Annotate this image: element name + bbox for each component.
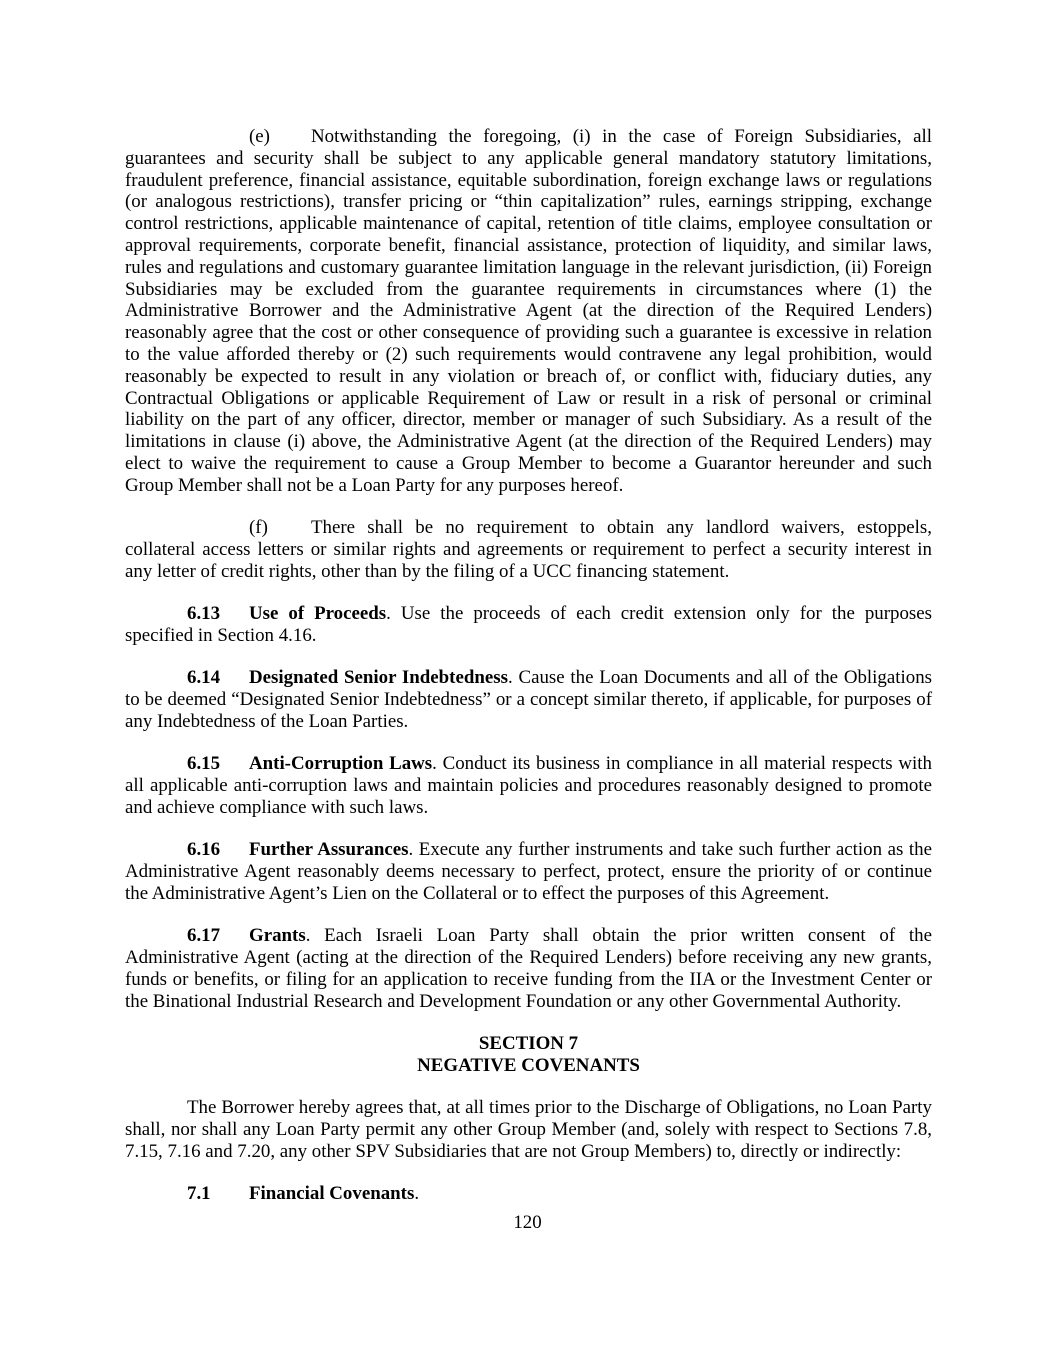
- section-number: 6.17: [187, 925, 221, 947]
- clause-e: [125, 126, 932, 497]
- section-lead: [249, 925, 932, 947]
- section-title: Financial Covenants: [249, 1183, 415, 1205]
- paragraph-line: collateral access letters or similar rights and agreements or requirement to perfect a security interest in: [125, 538, 932, 560]
- section-6-16: [125, 839, 932, 904]
- paragraph-line: rules and regulations and customary guarantee limitation language in the relevant jurisdiction, (ii) Foreign: [125, 256, 932, 278]
- section-heading-line: [125, 839, 932, 861]
- section-number: 6.13: [187, 603, 221, 625]
- clause-label: (e): [249, 126, 270, 147]
- paragraph-line: Administrative Agent (acting at the direction of the Required Lenders) before receiving any new grants,: [125, 947, 932, 969]
- section-number: 6.16: [187, 839, 221, 861]
- paragraph-line: Subsidiaries may be excluded from the guarantee requirements in circumstances where (1) the: [125, 278, 932, 300]
- section-lead: [249, 1183, 932, 1205]
- section-title: Anti-Corruption Laws: [249, 753, 433, 775]
- clause-first-line: [125, 126, 932, 148]
- section-lead-text: .: [414, 1183, 420, 1205]
- paragraph-line: reasonably agree that the cost or other consequence of providing such a guarantee is excessive in relation: [125, 322, 932, 344]
- clause-label: (f): [249, 517, 268, 539]
- paragraph-line: elect to waive the requirement to cause a Group Member to become a Guarantor hereunder and such: [125, 452, 932, 474]
- paragraph-line: control restrictions, applicable maintenance of capital, retention of title claims, employee consultation or: [125, 213, 932, 235]
- section-heading: SECTION 7: [478, 1033, 579, 1055]
- paragraph-line: The Borrower hereby agrees that, at all times prior to the Discharge of Obligations, no Loan Party: [187, 1097, 932, 1119]
- paragraph-line: There shall be no requirement to obtain any landlord waivers, estoppels,: [311, 517, 932, 539]
- paragraph-line: fraudulent preference, financial assistance, equitable subordination, foreign exchange laws or regulations: [125, 169, 932, 191]
- paragraph-line: the Binational Industrial Research and Development Foundation or any other Governmental Authority.: [125, 990, 902, 1012]
- paragraph-line: to be deemed “Designated Senior Indebtedness” or a concept similar thereto, if applicable, for purposes of: [125, 689, 932, 711]
- paragraph-line: Group Member shall not be a Loan Party for any purposes hereof.: [125, 474, 624, 496]
- paragraph-line: to the value afforded thereby or (2) such requirements would contravene any legal prohibition, would: [125, 343, 932, 365]
- section-number: 6.15: [187, 753, 221, 775]
- paragraph-line: specified in Section 4.16.: [125, 624, 317, 646]
- paragraph-line: guarantees and security shall be subject to any applicable general mandatory statutory limitations,: [125, 147, 932, 169]
- section-title: Designated Senior Indebtedness: [249, 667, 508, 689]
- page-body: [125, 126, 932, 1226]
- paragraph-line: funds or benefits, or filing for an application to receive funding from the IIA or the Investment Center or: [125, 968, 932, 990]
- section-7-intro: [125, 1097, 932, 1162]
- paragraph-line: Contractual Obligations or applicable Requirement of Law or result in a risk of personal or criminal: [125, 387, 932, 409]
- section-title: Further Assurances: [249, 839, 409, 861]
- section-title: Grants: [249, 925, 306, 947]
- section-lead-text: . Execute any further instruments and take such further action as the: [408, 839, 932, 861]
- paragraph-line: Notwithstanding the foregoing, (i) in the case of Foreign Subsidiaries, all: [311, 126, 932, 147]
- section-heading-line: [125, 925, 932, 947]
- section-7-heading: [125, 1033, 932, 1077]
- section-lead-text: . Conduct its business in compliance in all material respects with: [432, 753, 932, 775]
- paragraph-line: limitations in clause (i) above, the Administrative Agent (at the direction of the Required Lenders) may: [125, 431, 932, 453]
- section-7-1: [125, 1183, 932, 1205]
- section-heading-line: [125, 753, 932, 775]
- section-lead: [249, 839, 932, 861]
- section-6-15: [125, 753, 932, 818]
- paragraph-line: liability on the part of any officer, director, member or manager of such Subsidiary. As a result of the: [125, 409, 932, 431]
- section-number: 7.1: [187, 1183, 211, 1205]
- page-number: 120: [513, 1212, 542, 1233]
- section-lead-text: . Cause the Loan Documents and all of the Obligations: [507, 667, 932, 689]
- paragraph-line: Administrative Agent reasonably deems necessary to perfect, protect, ensure the priority of or continue: [125, 861, 932, 883]
- section-6-13: [125, 603, 932, 647]
- paragraph-line: 7.15, 7.16 and 7.20, any other SPV Subsidiaries that are not Group Members) to, directly or indirectly:: [125, 1140, 902, 1162]
- paragraph-line: approval requirements, corporate benefit, financial assistance, protection of liquidity, and similar laws,: [125, 234, 932, 256]
- paragraph-line: Administrative Borrower and the Administrative Agent (at the direction of the Required Lenders): [125, 300, 932, 322]
- paragraph-line: reasonably be expected to result in any violation or breach of, or conflict with, fiduciary duties, any: [125, 365, 932, 387]
- paragraph-line: (or analogous restrictions), transfer pricing or “thin capitalization” rules, earnings stripping, exchange: [125, 191, 932, 213]
- section-heading-line: [125, 603, 932, 625]
- paragraph-line: any letter of credit rights, other than by the filing of a UCC financing statement.: [125, 560, 730, 582]
- paragraph-line: and achieve compliance with such laws.: [125, 796, 429, 818]
- section-number: 6.14: [187, 667, 221, 689]
- paragraph-line: the Administrative Agent’s Lien on the Collateral or to effect the purposes of this Agreement.: [125, 882, 830, 904]
- section-lead: [249, 603, 932, 625]
- paragraph-line: any Indebtedness of the Loan Parties.: [125, 710, 409, 732]
- clause-first-line: [125, 517, 932, 539]
- paragraph-line: shall, nor shall any Loan Party permit any other Group Member (and, solely with respect to Sections 7.8,: [125, 1119, 932, 1141]
- section-subheading: NEGATIVE COVENANTS: [417, 1054, 640, 1076]
- section-lead: [249, 667, 932, 689]
- clause-f: [125, 517, 932, 582]
- section-title: Use of Proceeds: [249, 603, 387, 625]
- paragraph-line: all applicable anti-corruption laws and maintain policies and procedures reasonably designed to promote: [125, 775, 932, 797]
- section-6-17: [125, 925, 932, 1012]
- section-lead: [249, 753, 932, 775]
- section-heading-line: [125, 1183, 932, 1205]
- section-lead-text: . Use the proceeds of each credit extension only for the purposes: [386, 603, 932, 625]
- section-heading-line: [125, 667, 932, 689]
- section-6-14: [125, 667, 932, 732]
- section-lead-text: . Each Israeli Loan Party shall obtain the prior written consent of the: [305, 925, 932, 947]
